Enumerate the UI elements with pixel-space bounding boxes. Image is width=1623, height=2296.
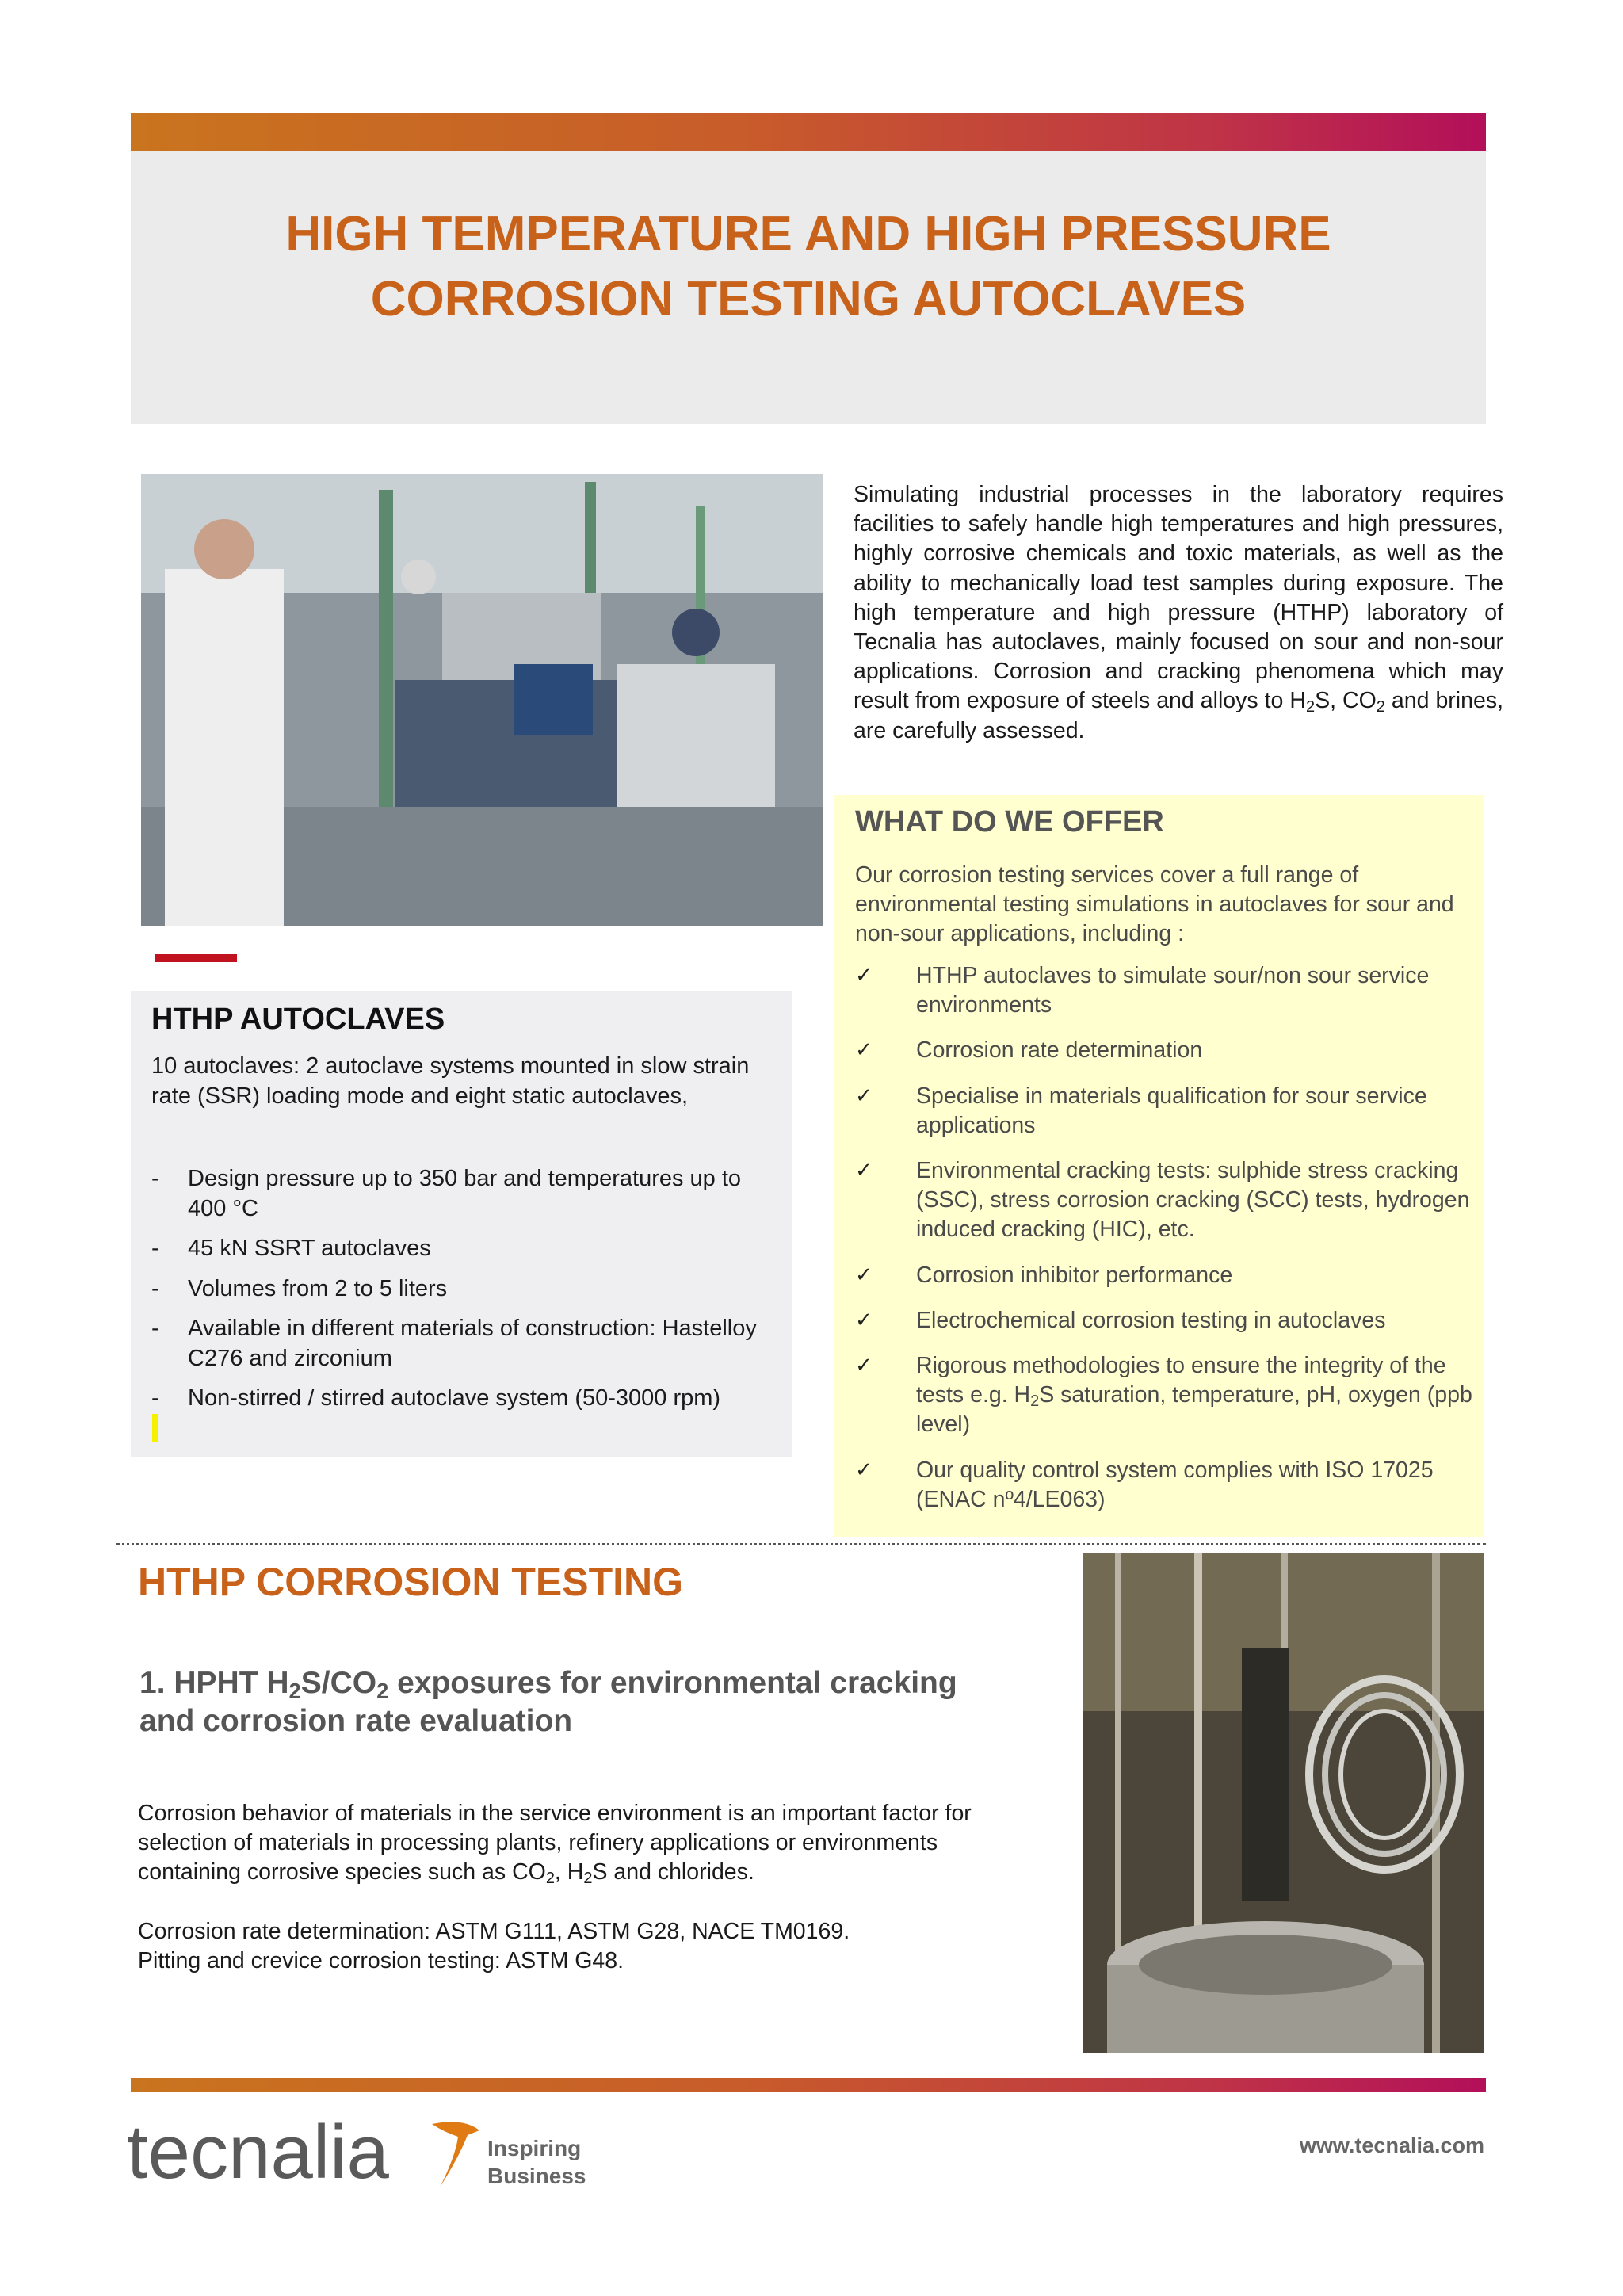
- website-url: www.tecnalia.com: [1299, 2134, 1484, 2157]
- list-item: [855, 1156, 1473, 1245]
- list-item: [855, 961, 1473, 1020]
- subscript: 2: [376, 1678, 389, 1703]
- offer-heading: WHAT DO WE OFFER: [855, 805, 1164, 839]
- subscript: 2: [545, 1870, 555, 1888]
- list-item-text: Design pressure up to 350 bar and temperatures up to 400 °C: [188, 1166, 742, 1221]
- page-title-line-1: HIGH TEMPERATURE AND HIGH PRESSURE: [285, 207, 1331, 262]
- dash-bullet: -: [151, 1316, 159, 1341]
- check-icon: ✓: [855, 1159, 873, 1183]
- paragraph-text: Corrosion rate determination: ASTM G111, ASTM G28, NACE TM0169.: [138, 1918, 850, 1944]
- paragraph-text: Corrosion behavior of materials in the service environment is an important factor for selection of materials in processing plants, refinery applications or environments containing corrosive species such as CO: [138, 1801, 972, 1885]
- dash-bullet: -: [151, 1236, 159, 1261]
- check-icon: ✓: [855, 1457, 873, 1482]
- list-item-text: S saturation, temperature, pH, oxygen (ppb level): [916, 1382, 1472, 1438]
- list-item-text: Corrosion inhibitor performance: [916, 1262, 1233, 1288]
- list-item: [855, 1306, 1473, 1335]
- list-item: [151, 1314, 777, 1373]
- subscript: 2: [1306, 698, 1316, 716]
- check-icon: ✓: [855, 964, 873, 988]
- list-item-text: Specialise in materials qualification for sour service applications: [916, 1083, 1427, 1138]
- intro-text: and brines, are carefully assessed.: [854, 688, 1503, 743]
- corrosion-heading: HTHP CORROSION TESTING: [138, 1560, 684, 1604]
- paragraph: [138, 1917, 1025, 1976]
- dash-bullet: -: [151, 1166, 159, 1191]
- autoclaves-list: [151, 1164, 777, 1424]
- autoclave-photo: [1083, 1553, 1484, 2053]
- list-item: [855, 1082, 1473, 1140]
- list-item: [151, 1164, 777, 1224]
- list-item-text: 45 kN SSRT autoclaves: [188, 1236, 431, 1261]
- list-item-text: Available in different materials of construction: Hastelloy C276 and zirconium: [188, 1316, 757, 1371]
- list-item-text: Environmental cracking tests: sulphide stress cracking (SSC), stress corrosion cracking (SCC) tests, hydrogen induced cracking (HIC), etc.: [916, 1158, 1470, 1243]
- list-item-text: Rigorous methodologies to ensure the integrity of the tests e.g. H: [916, 1353, 1446, 1408]
- list-item-text: Electrochemical corrosion testing in autoclaves: [916, 1307, 1386, 1333]
- logo-swoosh-icon: [432, 2122, 479, 2187]
- paragraph-text: , H: [554, 1859, 584, 1885]
- list-item: [151, 1274, 777, 1305]
- list-item: [151, 1234, 777, 1264]
- highlight-mark: [152, 1414, 158, 1442]
- list-item: [855, 1351, 1473, 1440]
- logo-tagline: Business: [487, 2164, 586, 2188]
- dotted-divider: [116, 1543, 1486, 1545]
- check-icon: ✓: [855, 1263, 873, 1287]
- list-item-text: Volumes from 2 to 5 liters: [188, 1275, 448, 1301]
- subheading-text: exposures for environmental cracking and corrosion rate evaluation: [139, 1666, 957, 1738]
- list-item-text: Corrosion rate determination: [916, 1037, 1203, 1064]
- paragraph-text: Pitting and crevice corrosion testing: ASTM G48.: [138, 1947, 624, 1973]
- autoclaves-heading: HTHP AUTOCLAVES: [151, 1003, 445, 1036]
- logo-tagline: Inspiring: [487, 2136, 582, 2160]
- list-item-text: HTHP autoclaves to simulate sour/non sour service environments: [916, 963, 1430, 1018]
- list-item: [855, 1036, 1473, 1065]
- autoclaves-intro: 10 autoclaves: 2 autoclave systems mounted in slow strain rate (SSR) loading mode and eight static autoclaves,: [151, 1053, 750, 1109]
- subscript: 2: [1030, 1392, 1040, 1411]
- subscript: 2: [583, 1870, 593, 1888]
- page-title: [131, 202, 1486, 332]
- offer-intro: Our corrosion testing services cover a full range of environmental testing simulations in autoclaves for sour and non-sour applications, including :: [855, 862, 1454, 947]
- corrosion-body: [138, 1799, 1025, 2005]
- subscript: 2: [1376, 698, 1385, 716]
- check-icon: ✓: [855, 1038, 873, 1063]
- intro-text: Simulating industrial processes in the laboratory requires facilities to safely handle high temperatures and high pressures, highly corrosive chemicals and toxic materials, as well as the ability to mechanically load test samples during exposure. The high temperature and high pressure (HTHP) laboratory of Tecnalia has autoclaves, mainly focused on sour and non-sour applications. Corrosion and cracking phenomena which may result from exposure of steels and alloys to H: [854, 482, 1503, 714]
- dash-bullet: -: [151, 1275, 159, 1301]
- check-icon: ✓: [855, 1308, 873, 1332]
- intro-text: S, CO: [1315, 688, 1377, 714]
- footer-gradient-bar: [131, 2078, 1486, 2092]
- paragraph-text: S and chlorides.: [592, 1859, 754, 1885]
- list-item: [855, 1261, 1473, 1290]
- list-item: [151, 1384, 777, 1414]
- dash-bullet: -: [151, 1385, 159, 1411]
- subscript: 2: [288, 1678, 301, 1703]
- paragraph: [138, 1799, 1025, 1888]
- logo-wordmark: tecnalia: [127, 2110, 389, 2195]
- intro-paragraph: [854, 480, 1503, 746]
- page-title-line-2: CORROSION TESTING AUTOCLAVES: [370, 272, 1247, 327]
- subheading-text: 1. HPHT H: [139, 1666, 289, 1700]
- lab-photo: [141, 474, 823, 926]
- check-icon: ✓: [855, 1354, 873, 1378]
- check-icon: ✓: [855, 1083, 873, 1108]
- offer-list: [855, 961, 1473, 1530]
- tecnalia-logo: [127, 2108, 586, 2211]
- subheading-text: S/CO: [300, 1666, 377, 1700]
- list-item: [855, 1456, 1473, 1515]
- header-gradient-bar: [131, 113, 1486, 151]
- corrosion-subheading: [139, 1664, 1011, 1740]
- red-accent-bar: [155, 954, 237, 962]
- list-item-text: Our quality control system complies with ISO 17025 (ENAC nº4/LE063): [916, 1457, 1434, 1512]
- list-item-text: Non-stirred / stirred autoclave system (50-3000 rpm): [188, 1385, 721, 1411]
